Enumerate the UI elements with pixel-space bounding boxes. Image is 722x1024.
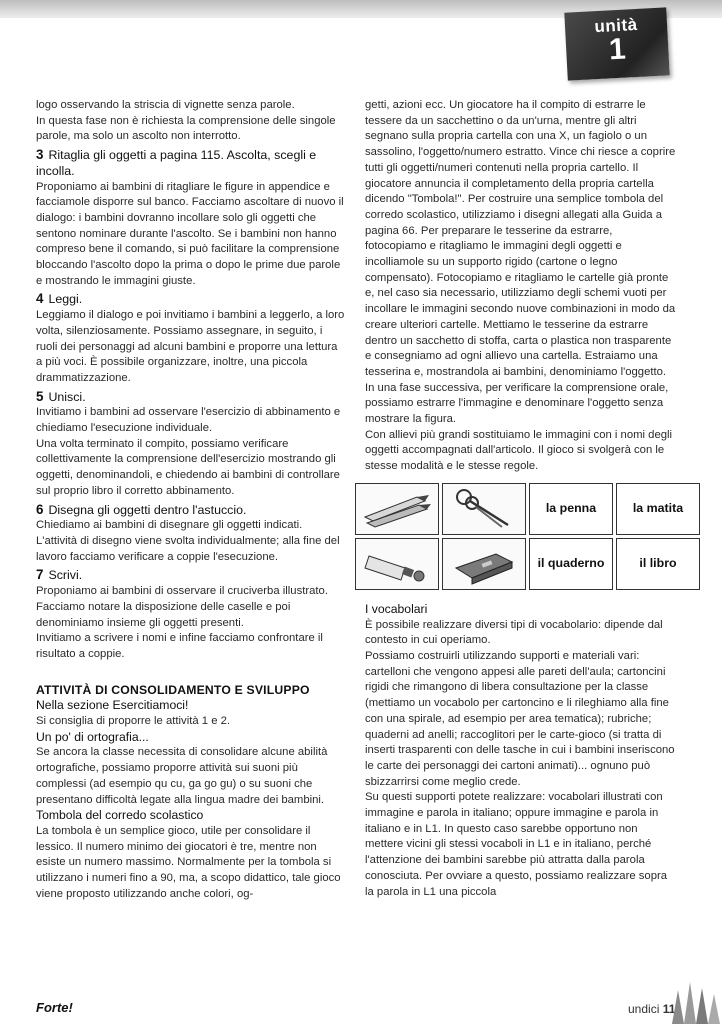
picture-cell-pencils [355,483,439,535]
activity-heading-3 [36,147,346,179]
picture-cell-sharpener [442,538,526,590]
activity-heading-7 [36,567,346,584]
subheading: Nella sezione Esercitiamoci! [36,698,189,713]
paragraph: Possiamo costruirli utilizzando supporti e materiali vari: cartelloni che vengono appesi alle pareti dell'aula; cartoncini rigidi che rimangono di libera consultazione per la classe (mettiamo un vocabolo per cartoncino e li rileghiamo alla fine con una spirale, ad esempio per area tematica); rubriche; quaderni ad anelli; raccoglitori per le carte-gioco (si tratta di inserti trasparenti con delle tasche in cui i bambini inseriscono le carte dei personaggi dei cartoni animati)... ognuno può sbizzarrirsi come meglio crede. [365,649,675,788]
subheading: I vocabolari [365,601,428,616]
tombola-card [355,483,684,590]
picture-cell-scissors [442,483,526,535]
activity-number: 7 [36,567,44,583]
page-word: undici [628,1002,660,1016]
activity-title: Unisci. [48,389,86,404]
activity-heading-6 [36,502,346,519]
paragraph: Chiediamo ai bambini di disegnare gli oggetti indicati. L'attività di disegno viene svolta individualmente; alla fine del lavoro facciamo verificare a coppie l'esecuzione. [36,519,340,563]
picture-cell-glue [355,538,439,590]
activity-heading-4 [36,291,346,308]
word-card-1: la penna [529,483,613,535]
page-number: 11 [662,1002,676,1016]
activity-title: Leggi. [48,292,83,307]
paragraph: Leggiamo il dialogo e poi invitiamo i bambini a leggerlo, a loro volta, silenziosamente. Possiamo assegnare, in seguito, i ruoli dei personaggi ad alcuni bambini e proporre una lettura a più voci. È possibile organizzare, inoltre, una piccola drammatizzazione. [36,309,345,384]
glue-tube-icon [359,542,435,586]
unit-badge [564,7,669,80]
activity-title: Scrivi. [48,568,83,583]
paragraph: getti, azioni ecc. Un giocatore ha il compito di estrarre le tessere da un sacchettino o da un'urna, mentre gli altri segnano sulla propria cartella con una X, un fagiolo o un sassolino, l'oggetto/numero estratto. Vince chi riesce a coprire tutti gli oggetti/numeri contenuti nella propria cartello. Il giocatore annuncia il completamento della propria cartella dicendo "Tombola!". Per costruire una semplice tombola del corredo scolastico, utilizziamo i disegni allegati alla Guida a pagina 66. Per preparare le tesserine da estrarre, fotocopiamo e ritagliamo le immagini degli oggetti e incolliamole su un supporto rigido (cartone o legno compensato). Fotocopiamo e ritagliamo le cartelle già pronte e, nel caso sia necessario, utilizziamo degli schemi vuoti per incollare le immagini secondo nuove combinazioni in modo da creare ulteriori cartelle. Mettiamo le tesserine da estrarre dentro un sacchetto di stoffa, carta o plastica non trasparente e consegniamo ad ogni allievo una cartella. Estraiamo una tesserina e, mostrandola ai bambini, denominiamo l'oggetto. [365,99,676,378]
unit-label: unità [594,14,639,37]
right-column-top [365,98,677,475]
paragraph: Invitiamo a scrivere i nomi e infine facciamo confrontare il risultato a coppie. [36,632,323,660]
sharpener-icon [446,542,522,586]
right-column [365,98,684,900]
paragraph: Se ancora la classe necessita di consolidare alcune abilità ortografiche, possiamo proporre attività sui suoni più complessi (ad esempio qu cu, ga go gu) o su suoni che presentano difficoltà legate alla lingua madre dei bambini. [36,746,328,806]
paragraph: Con allievi più grandi sostituiamo le immagini con i nomi degli oggetti accompagnati dall'articolo. Il gioco si svolgerà con le stesse modalità e le stesse regole. [365,428,673,473]
paragraph: Proponiamo ai bambini di ritagliare le figure in appendice e facciamole disporre sul banco. Facciamo ascoltare di nuovo il dialogo: i bambini dovranno incollare solo gli oggetti che sentono nominare durante l'ascolto. Se i bambini non hanno compreso bene il comando, si può facilitare la comprensione bloccando l'ascolto dopo la prima o dopo le prime due parole e mostrando le immagini giuste. [36,180,344,287]
scissors-icon [446,487,522,531]
paragraph: È possibile realizzare diversi tipi di vocabolario: dipende dal contesto in cui operiamo. [365,618,663,647]
left-column [36,98,346,902]
section-title: ATTIVITÀ DI CONSOLIDAMENTO E SVILUPPO [36,682,310,697]
paragraph: Proponiamo ai bambini di osservare il cruciverba illustrato. Facciamo notare la disposizione delle caselle e poi denominiamo insieme gli oggetti presenti. [36,585,328,629]
subheading: Tombola del corredo scolastico [36,808,204,823]
activity-number: 4 [36,291,44,307]
word-card-4: il libro [616,538,700,590]
right-column-bottom [365,602,677,900]
footer-brand: Forte! [36,1000,73,1015]
activity-title: Disegna gli oggetti dentro l'astuccio. [48,502,247,517]
activity-title: Ritaglia gli oggetti a pagina 115. Ascolta, scegli e incolla. [36,148,317,178]
activity-number: 3 [36,147,44,163]
pencils-icon [359,487,435,531]
activity-number: 5 [36,388,44,404]
unit-number: 1 [608,32,627,67]
pencils-decoration-icon [668,978,722,1024]
activity-heading-5 [36,389,346,406]
activity-number: 6 [36,501,44,517]
paragraph: In questa fase non è richiesta la comprensione delle singole parole, ma solo un ascolto non interrotto. [36,114,336,143]
paragraph: La tombola è un semplice gioco, utile per consolidare il lessico. Il numero minimo dei giocatori è tre, mentre non esiste un numero massimo. Normalmente per la tombola si utilizzano i numeri fino a 90, ma, a scopo didattico, tale gioco viene proposto utilizzando anche colori, og- [36,824,341,900]
word-card-3: il quaderno [529,538,613,590]
paragraph: logo osservando la striscia di vignette senza parole. [36,99,295,111]
subheading: Un po' di ortografia... [36,729,149,744]
paragraph: Su questi supporti potete realizzare: vocabolari illustrati con immagine e parola in italiano; oppure immagine e parola in italiano e in L1. In questo caso sarebbe opportuno non mettere vicini gli stessi vocaboli in L1 e in italiano, perché l'attenzione dei bambini sarebbe più attratta dalla parola conosciuta. Per ovviare a questo, possiamo realizzare sopra la parola in L1 una piccola [365,791,668,898]
paragraph: Invitiamo i bambini ad osservare l'esercizio di abbinamento e chiediamo l'esecuzione individuale. [36,406,341,435]
paragraph: Si consiglia di proporre le attività 1 e 2. [36,715,231,728]
word-card-2: la matita [616,483,700,535]
paragraph: In una fase successiva, per verificare la comprensione orale, possiamo estrarre l'immagine e denominare l'oggetto senza mostrare la figura. [365,381,669,426]
paragraph: Una volta terminato il compito, possiamo verificare collettivamente la comprensione dell'esercizio mostrando gli oggetti, denominandoli, e chiedendo ai bambini di controllare sul proprio libro il corretto abbinamento. [36,437,340,497]
